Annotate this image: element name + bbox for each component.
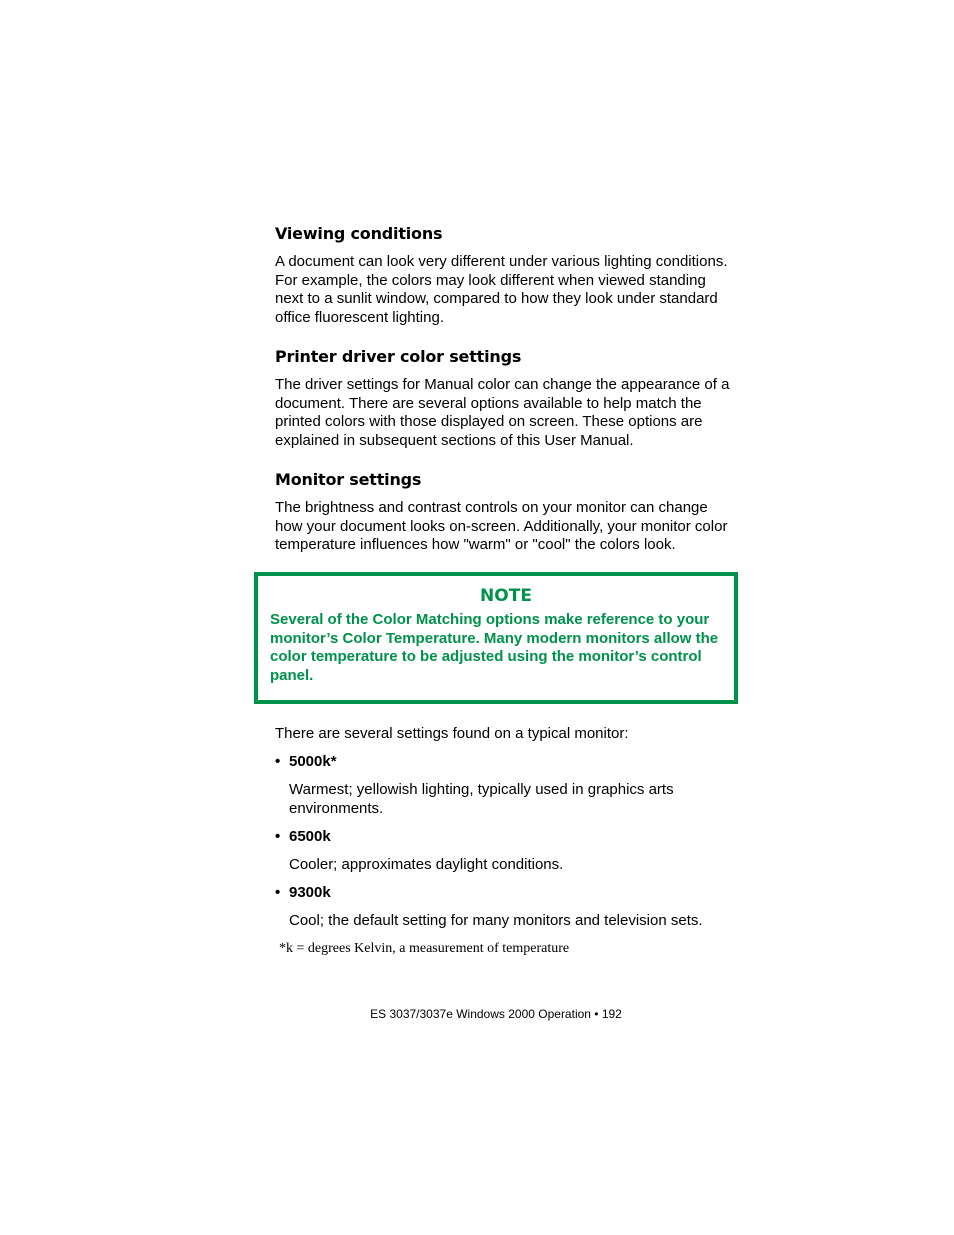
setting-item-6500k xyxy=(275,828,331,846)
section-body-viewing-conditions: A document can look very different under various lighting conditions. For example, the colors may look different when viewed standing next to a sunlit window, compared to how they look under standard office fluorescent lighting. xyxy=(275,253,728,327)
setting-term: 6500k xyxy=(289,828,331,845)
section-body-printer-driver-color-settings: The driver settings for Manual color can change the appearance of a document. There are several options available to help match the printed colors with those displayed on screen. These options are explained in subsequent sections of this User Manual. xyxy=(275,376,730,450)
setting-term: 5000k* xyxy=(289,753,337,770)
setting-term: 9300k xyxy=(289,884,331,901)
section-heading-printer-driver-color-settings: Printer driver color settings xyxy=(275,347,522,366)
bullet-icon: • xyxy=(275,884,281,901)
setting-item-9300k xyxy=(275,884,331,902)
footnote: *k = degrees Kelvin, a measurement of temperature xyxy=(279,941,570,956)
section-body-monitor-settings: The brightness and contrast controls on your monitor can change how your document looks on-screen. Additionally, your monitor color temperature influences how "warm" or "cool" the colors look. xyxy=(275,499,728,554)
note-title: NOTE xyxy=(480,586,532,606)
bullet-icon: • xyxy=(275,828,281,845)
note-text: Several of the Color Matching options make reference to your monitor’s Color Temperature. Many modern monitors allow the color temperature to be adjusted using the monitor’s control panel. xyxy=(270,611,719,685)
setting-description-6500k: Cooler; approximates daylight conditions. xyxy=(289,856,564,873)
setting-description-9300k: Cool; the default setting for many monitors and television sets. xyxy=(289,912,703,929)
bullet-icon: • xyxy=(275,753,281,770)
section-heading-monitor-settings: Monitor settings xyxy=(275,470,422,489)
setting-description-5000k: Warmest; yellowish lighting, typically used in graphics arts environments. xyxy=(289,781,674,817)
page-footer: ES 3037/3037e Windows 2000 Operation • 192 xyxy=(370,1007,622,1021)
section-heading-viewing-conditions: Viewing conditions xyxy=(275,224,443,243)
setting-item-5000k xyxy=(275,753,337,771)
note-box xyxy=(254,572,738,704)
settings-intro: There are several settings found on a typical monitor: xyxy=(275,725,629,742)
